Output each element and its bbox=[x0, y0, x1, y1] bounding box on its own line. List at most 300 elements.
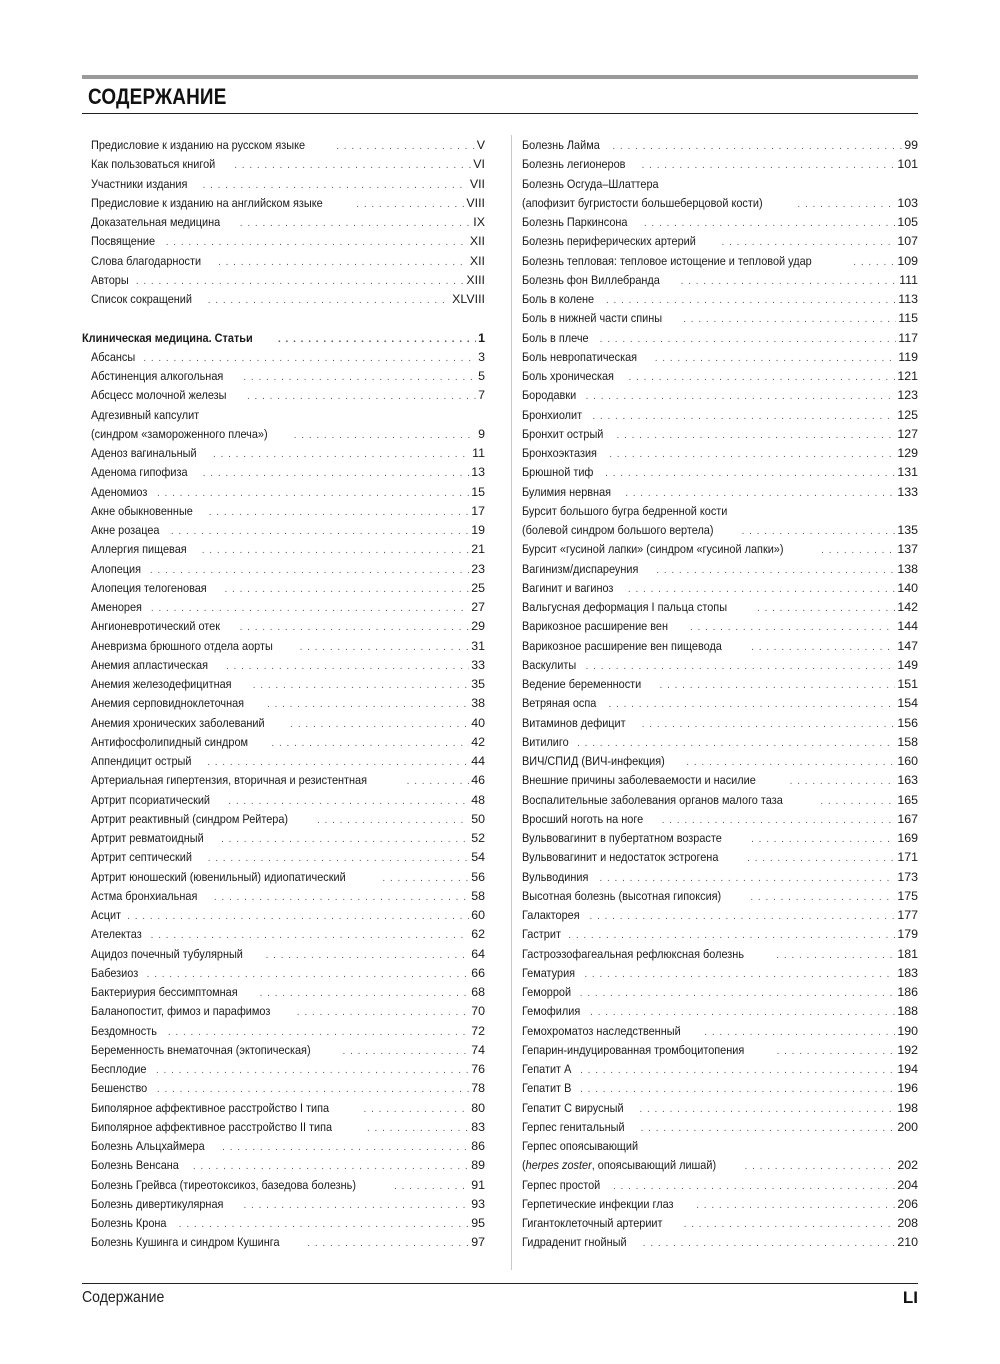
toc-entry bbox=[522, 1118, 918, 1137]
toc-entry bbox=[82, 637, 485, 656]
toc-entry bbox=[522, 213, 918, 232]
toc-entry bbox=[82, 1079, 485, 1098]
toc-entry bbox=[82, 1041, 485, 1060]
toc-entry-label: Абсцесс молочной железы bbox=[91, 388, 227, 403]
toc-entry-label: Предисловие к изданию на английском языке bbox=[91, 195, 323, 210]
toc-entry bbox=[522, 1137, 918, 1156]
toc-leader-dots bbox=[642, 156, 896, 174]
toc-page-number: 105 bbox=[897, 215, 918, 229]
toc-leader-dots bbox=[171, 522, 469, 540]
toc-leader-dots bbox=[228, 792, 469, 810]
toc-page-number: 111 bbox=[899, 272, 918, 287]
toc-entry bbox=[82, 868, 485, 887]
toc-page-number: 15 bbox=[471, 484, 485, 499]
toc-entry-label: Абстиненция алкогольная bbox=[91, 369, 224, 383]
toc-entry bbox=[522, 848, 918, 867]
toc-entry-label: Гепатит A bbox=[522, 1062, 572, 1076]
toc-entry bbox=[82, 964, 485, 983]
toc-entry-label: Баланопостит, фимоз и парафимоз bbox=[91, 1004, 271, 1019]
toc-leader-dots bbox=[278, 330, 476, 348]
toc-entry bbox=[522, 1022, 918, 1041]
toc-page-number: 183 bbox=[897, 965, 918, 980]
top-bar bbox=[82, 75, 918, 79]
toc-leader-dots bbox=[616, 426, 895, 444]
toc-page-number: 68 bbox=[471, 985, 485, 999]
toc-leader-dots bbox=[820, 792, 895, 810]
toc-entry-label: Витаминов дефицит bbox=[522, 715, 626, 730]
toc-entry bbox=[522, 868, 918, 887]
toc-page-number: 93 bbox=[471, 1196, 485, 1211]
toc-entry bbox=[82, 733, 485, 752]
toc-spacer bbox=[82, 309, 485, 328]
toc-page-number: 46 bbox=[471, 773, 485, 788]
toc-entry-label: Болезнь Крона bbox=[91, 1216, 167, 1230]
toc-entry bbox=[522, 810, 918, 829]
toc-page-number: 23 bbox=[471, 561, 485, 576]
toc-leader-dots bbox=[156, 1061, 469, 1079]
toc-entry-label: Болезнь легионеров bbox=[522, 157, 626, 172]
toc-entry bbox=[82, 829, 485, 848]
toc-entry bbox=[522, 945, 918, 964]
toc-leader-dots bbox=[222, 1138, 469, 1156]
toc-leader-dots bbox=[168, 1023, 469, 1041]
toc-page-number: 173 bbox=[897, 869, 918, 884]
toc-page-number: 7 bbox=[478, 388, 485, 403]
toc-entry-label: Участники издания bbox=[91, 176, 188, 191]
toc-page-number: 113 bbox=[898, 292, 918, 306]
toc-entry-label: Герпес опоясывающий bbox=[522, 1139, 639, 1153]
toc-entry bbox=[82, 252, 485, 271]
toc-leader-dots bbox=[580, 984, 896, 1002]
toc-page-number: 190 bbox=[897, 1023, 918, 1038]
toc-entry-label: Абсансы bbox=[91, 349, 136, 364]
toc-entry bbox=[522, 598, 918, 617]
toc-entry-label: Вульводиния bbox=[522, 869, 589, 884]
toc-entry bbox=[82, 617, 485, 636]
toc-page-number: 52 bbox=[471, 831, 485, 845]
toc-page-number: IX bbox=[473, 215, 485, 229]
toc-entry-label: Аденоз вагинальный bbox=[91, 446, 197, 460]
toc-page-number: 131 bbox=[897, 465, 918, 480]
toc-entry bbox=[522, 791, 918, 810]
toc-page-number: 204 bbox=[897, 1177, 918, 1192]
toc-page-number: 101 bbox=[897, 157, 918, 172]
toc-leader-dots bbox=[751, 638, 895, 656]
toc-page-number: 135 bbox=[897, 523, 918, 537]
toc-entry-label: Болезнь дивертикулярная bbox=[91, 1196, 224, 1211]
toc-right-column bbox=[522, 136, 918, 1253]
toc-page-number: 54 bbox=[471, 850, 485, 865]
toc-entry bbox=[82, 925, 485, 944]
toc-leader-dots bbox=[243, 368, 476, 386]
footer-running-title: Содержание bbox=[82, 1289, 165, 1306]
toc-entry bbox=[82, 560, 485, 579]
toc-leader-dots bbox=[179, 1215, 469, 1233]
toc-leader-dots bbox=[213, 445, 470, 463]
toc-page-number: 95 bbox=[471, 1216, 485, 1230]
toc-entry bbox=[82, 232, 485, 251]
toc-page-number: XII bbox=[469, 253, 485, 268]
toc-entry bbox=[522, 232, 918, 251]
toc-entry bbox=[522, 290, 918, 309]
toc-page-number: 89 bbox=[471, 1158, 485, 1173]
toc-leader-dots bbox=[157, 484, 469, 502]
toc-entry-label: Адгезивный капсулит bbox=[91, 407, 200, 422]
toc-entry bbox=[522, 483, 918, 502]
toc-page-number: 175 bbox=[897, 888, 918, 903]
toc-page-number: 44 bbox=[471, 754, 485, 768]
toc-entry bbox=[522, 540, 918, 559]
toc-entry bbox=[82, 521, 485, 540]
toc-leader-dots bbox=[613, 1177, 895, 1195]
toc-entry-label: Вагинизм/диспареуния bbox=[522, 561, 639, 576]
toc-leader-dots bbox=[221, 830, 469, 848]
toc-page-number: 154 bbox=[897, 696, 918, 711]
toc-entry bbox=[522, 463, 918, 482]
toc-page-number: 33 bbox=[471, 657, 485, 672]
toc-leader-dots bbox=[599, 869, 895, 887]
toc-leader-dots bbox=[266, 946, 470, 964]
toc-entry-label: Варикозное расширение вен пищевода bbox=[522, 638, 722, 653]
toc-leader-dots bbox=[592, 407, 895, 425]
toc-entry bbox=[82, 367, 485, 386]
toc-entry bbox=[522, 887, 918, 906]
toc-entry bbox=[82, 694, 485, 713]
toc-page-number: 5 bbox=[478, 369, 485, 383]
toc-entry-label: Аденомиоз bbox=[91, 484, 148, 499]
toc-leader-dots bbox=[704, 1023, 895, 1041]
toc-page-number: 56 bbox=[471, 869, 485, 884]
toc-leader-dots bbox=[644, 214, 895, 232]
toc-entry-label: Слова благодарности bbox=[91, 253, 202, 268]
toc-entry-label: Беременность внематочная (эктопическая) bbox=[91, 1042, 311, 1057]
toc-entry-label: (синдром «замороженного плеча») bbox=[91, 426, 268, 441]
toc-entry-label: Болезнь Венсана bbox=[91, 1158, 179, 1173]
toc-entry bbox=[82, 579, 485, 598]
toc-entry-label: (болевой синдром большого вертела) bbox=[522, 523, 714, 537]
toc-leader-dots bbox=[605, 464, 895, 482]
toc-leader-dots bbox=[751, 830, 895, 848]
toc-entry-label: Аневризма брюшного отдела аорты bbox=[91, 638, 273, 653]
toc-entry-label: Ателектаз bbox=[91, 927, 142, 942]
toc-page-number: 70 bbox=[471, 1004, 485, 1019]
toc-entry bbox=[522, 1002, 918, 1021]
toc-leader-dots bbox=[136, 272, 465, 290]
toc-leader-dots bbox=[307, 1234, 469, 1252]
toc-page-number: 99 bbox=[904, 138, 918, 152]
toc-entry-label: Болезнь Паркинсона bbox=[522, 215, 628, 229]
toc-entry bbox=[522, 637, 918, 656]
toc-entry-label: Аденома гипофиза bbox=[91, 465, 188, 480]
toc-page-number: XIII bbox=[466, 272, 485, 287]
toc-page-number: VII bbox=[469, 176, 485, 191]
toc-entry-label: Бронхит острый bbox=[522, 426, 604, 441]
toc-entry bbox=[522, 155, 918, 174]
toc-entry bbox=[522, 367, 918, 386]
toc-leader-dots bbox=[267, 695, 469, 713]
toc-entry-label: Авторы bbox=[91, 272, 129, 287]
toc-page-number: 198 bbox=[897, 1100, 918, 1115]
toc-entry-label: Болезнь Альцхаймера bbox=[91, 1139, 205, 1153]
toc-entry-label: Клиническая медицина. Статьи bbox=[82, 330, 253, 345]
toc-page-number: 76 bbox=[471, 1062, 485, 1076]
footer-page-number: LI bbox=[902, 1288, 918, 1307]
toc-page-number: 1 bbox=[478, 330, 485, 345]
toc-page-number: 64 bbox=[471, 946, 485, 961]
toc-leader-dots bbox=[193, 1157, 469, 1175]
toc-page-number: 206 bbox=[897, 1196, 918, 1211]
toc-entry-label: Ангионевротический отек bbox=[91, 619, 220, 634]
toc-entry bbox=[522, 617, 918, 636]
toc-entry-label: Вульвовагинит в пубертатном возрасте bbox=[522, 831, 722, 845]
toc-page-number: 11 bbox=[472, 446, 485, 460]
toc-entry bbox=[522, 1195, 918, 1214]
toc-page-number: 140 bbox=[897, 580, 918, 595]
toc-entry bbox=[82, 1118, 485, 1137]
toc-page-number: 58 bbox=[471, 888, 485, 903]
toc-entry-label: Бронхиолит bbox=[522, 407, 583, 422]
toc-page-number: 21 bbox=[471, 542, 485, 557]
toc-entry bbox=[522, 521, 918, 540]
toc-section-heading bbox=[82, 329, 485, 348]
toc-page-number: 115 bbox=[898, 311, 918, 326]
toc-leader-dots bbox=[209, 503, 469, 521]
toc-entry bbox=[522, 1099, 918, 1118]
toc-leader-dots bbox=[776, 946, 895, 964]
toc-leader-dots bbox=[166, 233, 468, 251]
toc-entry bbox=[522, 983, 918, 1002]
toc-entry bbox=[82, 386, 485, 405]
toc-leader-dots bbox=[643, 1234, 896, 1252]
toc-entry bbox=[82, 1002, 485, 1021]
toc-page-number: 167 bbox=[897, 811, 918, 826]
toc-entry-label: Гастрит bbox=[522, 927, 561, 942]
toc-entry bbox=[522, 1041, 918, 1060]
toc-page-number: 202 bbox=[897, 1158, 918, 1173]
toc-entry bbox=[82, 136, 485, 155]
toc-entry bbox=[82, 175, 485, 194]
toc-entry-label: Артрит псориатический bbox=[91, 792, 211, 807]
toc-page-number: 200 bbox=[897, 1119, 918, 1134]
toc-leader-dots bbox=[214, 888, 469, 906]
toc-entry bbox=[82, 656, 485, 675]
toc-entry-label: Булимия нервная bbox=[522, 484, 612, 499]
toc-entry bbox=[82, 348, 485, 367]
toc-leader-dots bbox=[821, 541, 895, 559]
toc-page-number: 181 bbox=[897, 946, 918, 961]
toc-entry-label: Гемофилия bbox=[522, 1004, 581, 1019]
toc-entry bbox=[82, 983, 485, 1002]
toc-page-number: 29 bbox=[471, 619, 485, 634]
toc-leader-dots bbox=[690, 618, 895, 636]
toc-leader-dots bbox=[407, 772, 470, 790]
toc-leader-dots bbox=[151, 599, 469, 617]
toc-leader-dots bbox=[290, 715, 469, 733]
toc-page-number: 151 bbox=[897, 677, 918, 691]
toc-page-number: 86 bbox=[471, 1139, 485, 1153]
toc-entry-label: Боль невропатическая bbox=[522, 349, 638, 364]
toc-leader-dots bbox=[226, 657, 469, 675]
toc-entry-label: Доказательная медицина bbox=[91, 215, 221, 229]
toc-entry bbox=[522, 1214, 918, 1233]
toc-entry-label: Герпес генитальный bbox=[522, 1119, 625, 1134]
toc-entry bbox=[82, 502, 485, 521]
toc-entry-label: Болезнь Грейвса (тиреотоксикоз, базедова болезнь) bbox=[91, 1177, 356, 1192]
toc-entry-label: Гемохроматоз наследственный bbox=[522, 1023, 681, 1038]
toc-entry-label: Ацидоз почечный тубулярный bbox=[91, 946, 243, 961]
toc-leader-dots bbox=[742, 522, 896, 540]
toc-entry-label: Бронхоэктазия bbox=[522, 446, 597, 460]
toc-entry bbox=[522, 136, 918, 155]
toc-leader-dots bbox=[382, 869, 469, 887]
toc-leader-dots bbox=[600, 330, 897, 348]
toc-page-number: 208 bbox=[897, 1216, 918, 1230]
toc-entry-label: Гепатит C вирусный bbox=[522, 1100, 624, 1115]
toc-leader-dots bbox=[608, 695, 895, 713]
toc-entry bbox=[82, 714, 485, 733]
toc-leader-dots bbox=[606, 291, 896, 309]
toc-entry bbox=[522, 694, 918, 713]
toc-entry bbox=[522, 1233, 918, 1252]
toc-entry bbox=[522, 714, 918, 733]
toc-leader-dots bbox=[696, 1196, 895, 1214]
toc-entry-label: Артериальная гипертензия, вторичная и резистентная bbox=[91, 773, 368, 788]
toc-entry bbox=[82, 906, 485, 925]
toc-entry-label: Высотная болезнь (высотная гипоксия) bbox=[522, 888, 722, 903]
toc-entry-label: Акне розацеа bbox=[91, 523, 160, 537]
toc-leader-dots bbox=[317, 811, 469, 829]
toc-page-number: 196 bbox=[897, 1081, 918, 1096]
toc-page-number: 127 bbox=[897, 426, 918, 441]
toc-leader-dots bbox=[681, 272, 898, 290]
toc-leader-dots bbox=[639, 1100, 895, 1118]
toc-entry-label: Болезнь Осгуда–Шлаттера bbox=[522, 176, 659, 191]
toc-page-number: 74 bbox=[471, 1042, 485, 1057]
toc-page-number: 103 bbox=[897, 195, 918, 210]
toc-entry-label: Бородавки bbox=[522, 388, 577, 403]
toc-entry-label: Воспалительные заболевания органов малого таза bbox=[522, 792, 783, 807]
toc-leader-dots bbox=[234, 156, 471, 174]
toc-entry bbox=[82, 290, 485, 309]
toc-page-number: 188 bbox=[897, 1004, 918, 1019]
toc-page-number: 123 bbox=[897, 388, 918, 403]
toc-page-number: 144 bbox=[897, 619, 918, 634]
toc-leader-dots bbox=[612, 137, 902, 155]
toc-page-number: 9 bbox=[478, 426, 485, 441]
toc-leader-dots bbox=[356, 195, 464, 213]
toc-page-number: 119 bbox=[898, 349, 918, 364]
toc-leader-dots bbox=[260, 984, 470, 1002]
toc-page-number: 125 bbox=[897, 407, 918, 422]
toc-page-number: 60 bbox=[471, 908, 485, 922]
toc-entry-label: Герпес простой bbox=[522, 1177, 601, 1192]
toc-entry-label: Бесплодие bbox=[91, 1062, 147, 1076]
toc-entry-label: Боль в плече bbox=[522, 330, 589, 345]
toc-entry bbox=[522, 1156, 918, 1175]
toc-entry bbox=[522, 1079, 918, 1098]
toc-leader-dots bbox=[247, 387, 476, 405]
toc-page-number: 17 bbox=[471, 503, 485, 518]
toc-entry-label: Болезнь тепловая: тепловое истощение и тепловой удар bbox=[522, 253, 812, 268]
toc-leader-dots bbox=[297, 1003, 469, 1021]
toc-entry-label: Анемия апластическая bbox=[91, 657, 208, 672]
toc-leader-dots bbox=[590, 907, 896, 925]
toc-page-number: 129 bbox=[897, 446, 918, 460]
toc-page-number: 171 bbox=[897, 850, 918, 865]
toc-entry-label: Артрит реактивный (синдром Рейтера) bbox=[91, 811, 289, 826]
toc-leader-dots bbox=[271, 734, 469, 752]
toc-entry bbox=[522, 579, 918, 598]
toc-leader-dots bbox=[253, 676, 469, 694]
toc-page-number: 66 bbox=[471, 965, 485, 980]
toc-entry-label: Список сокращений bbox=[91, 292, 192, 306]
toc-entry-label: Вагинит и вагиноз bbox=[522, 580, 614, 595]
toc-page-number: 117 bbox=[898, 330, 918, 345]
toc-entry bbox=[82, 406, 485, 425]
toc-entry bbox=[82, 463, 485, 482]
toc-page-number: 169 bbox=[897, 831, 918, 845]
toc-entry bbox=[82, 675, 485, 694]
toc-leader-dots bbox=[683, 310, 896, 328]
toc-page-number: 142 bbox=[897, 600, 918, 614]
toc-entry bbox=[82, 155, 485, 174]
toc-page-number: 35 bbox=[471, 677, 485, 691]
toc-entry-label: Посвящение bbox=[91, 234, 156, 249]
toc-leader-dots bbox=[747, 849, 895, 867]
toc-page-number: 147 bbox=[897, 638, 918, 653]
toc-entry-label: Бешенство bbox=[91, 1081, 148, 1096]
toc-entry-label: Акне обыкновенные bbox=[91, 503, 193, 518]
toc-leader-dots bbox=[662, 811, 896, 829]
toc-entry bbox=[522, 406, 918, 425]
toc-leader-dots bbox=[722, 233, 896, 251]
toc-leader-dots bbox=[300, 638, 470, 656]
toc-entry-label: Артрит септический bbox=[91, 850, 192, 865]
toc-entry-label: Вальгусная деформация I пальца стопы bbox=[522, 600, 728, 614]
toc-entry-label: Алопеция телогеновая bbox=[91, 580, 207, 595]
toc-leader-dots bbox=[586, 657, 896, 675]
toc-entry-label: ВИЧ/СПИД (ВИЧ-инфекция) bbox=[522, 754, 665, 768]
toc-page-number: 137 bbox=[897, 542, 918, 557]
toc-leader-dots bbox=[628, 368, 895, 386]
toc-page-number: 91 bbox=[471, 1177, 485, 1192]
toc-page-number: 158 bbox=[897, 734, 918, 749]
toc-entry-label: Алопеция bbox=[91, 561, 142, 576]
toc-leader-dots bbox=[147, 965, 470, 983]
toc-entry bbox=[82, 771, 485, 790]
toc-entry bbox=[82, 1060, 485, 1079]
toc-entry bbox=[522, 1176, 918, 1195]
toc-entry bbox=[522, 925, 918, 944]
toc-page-number: 25 bbox=[471, 580, 485, 595]
title-rule bbox=[82, 113, 918, 114]
toc-entry-label: Гепарин-индуцированная тромбоцитопения bbox=[522, 1042, 745, 1057]
toc-entry-label: Болезнь Кушинга и синдром Кушинга bbox=[91, 1235, 280, 1250]
toc-leader-dots bbox=[580, 1080, 895, 1098]
toc-entry bbox=[522, 906, 918, 925]
toc-entry bbox=[82, 945, 485, 964]
toc-entry-label: Ветряная оспа bbox=[522, 696, 597, 711]
toc-leader-dots bbox=[609, 445, 895, 463]
toc-entry bbox=[522, 771, 918, 790]
toc-entry bbox=[522, 194, 918, 213]
toc-entry bbox=[82, 213, 485, 232]
toc-page-number: 179 bbox=[897, 927, 918, 942]
toc-entry-label: Бактериурия бессимптомная bbox=[91, 985, 238, 999]
toc-entry bbox=[522, 329, 918, 348]
toc-page-number: VI bbox=[473, 157, 485, 172]
toc-leader-dots bbox=[853, 253, 895, 271]
